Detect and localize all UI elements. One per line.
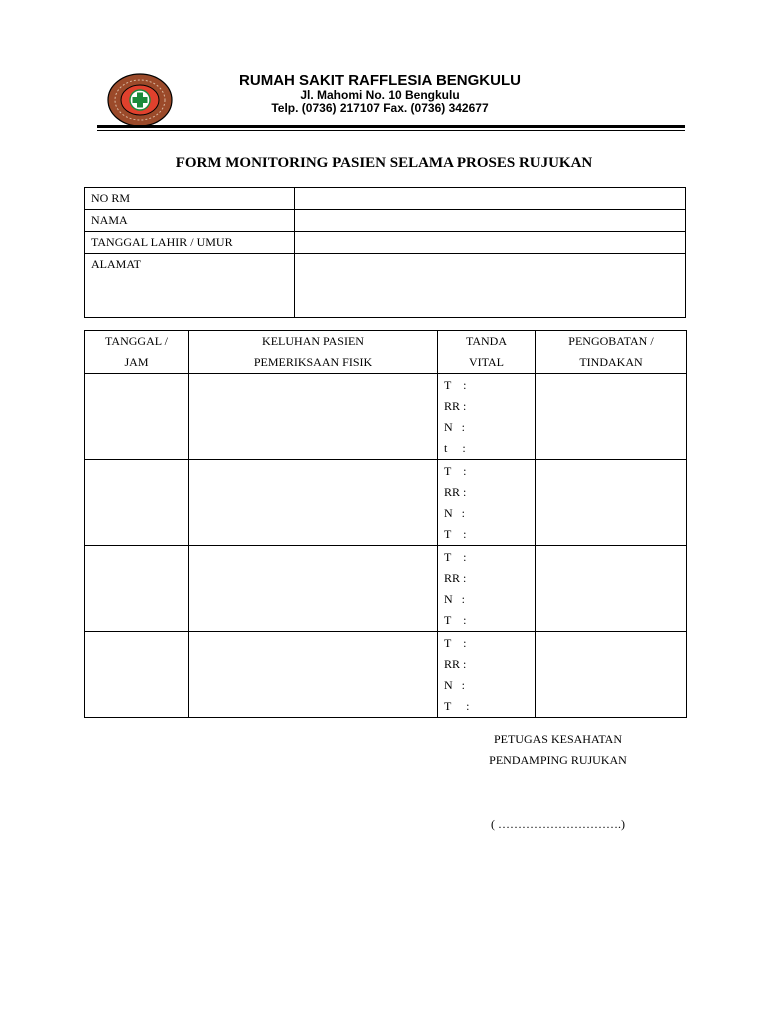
tanda-vital-cell[interactable]: T : RR : N : T : <box>438 632 536 718</box>
pengobatan-cell[interactable] <box>536 374 687 460</box>
nama-field[interactable] <box>295 210 686 232</box>
table-row <box>85 632 687 718</box>
tanda-vital-cell[interactable]: T : RR : N : T : <box>438 460 536 546</box>
header-divider-thin <box>97 130 685 131</box>
keluhan-cell[interactable] <box>189 374 438 460</box>
pengobatan-cell[interactable] <box>536 460 687 546</box>
no-rm-label: NO RM <box>85 188 295 210</box>
monitoring-header-row <box>85 331 687 374</box>
signature-blank[interactable]: ( ………………………….) <box>491 817 625 831</box>
hospital-address: Jl. Mahomi No. 10 Bengkulu <box>300 88 460 102</box>
header-divider-thick <box>97 125 685 128</box>
tanggal-jam-cell[interactable] <box>85 460 189 546</box>
tanda-vital-cell[interactable]: T : RR : N : T : <box>438 546 536 632</box>
form-title: FORM MONITORING PASIEN SELAMA PROSES RUJUKAN <box>175 155 593 171</box>
hospital-logo-icon <box>106 72 174 128</box>
pengobatan-cell[interactable] <box>536 632 687 718</box>
pengobatan-cell[interactable] <box>536 546 687 632</box>
tanggal-lahir-field[interactable] <box>295 232 686 254</box>
tanggal-jam-cell[interactable] <box>85 632 189 718</box>
tanggal-lahir-label: TANGGAL LAHIR / UMUR <box>85 232 295 254</box>
table-row <box>85 460 687 546</box>
alamat-field[interactable] <box>295 254 686 318</box>
keluhan-cell[interactable] <box>189 632 438 718</box>
keluhan-cell[interactable] <box>189 460 438 546</box>
table-row <box>85 546 687 632</box>
tanggal-jam-cell[interactable] <box>85 374 189 460</box>
tanda-vital-cell[interactable]: T : RR : N : t : <box>438 374 536 460</box>
signature-title-line2: PENDAMPING RUJUKAN <box>489 753 627 767</box>
alamat-label: ALAMAT <box>85 254 295 318</box>
monitoring-table <box>84 330 687 718</box>
keluhan-cell[interactable] <box>189 546 438 632</box>
hospital-name: RUMAH SAKIT RAFFLESIA BENGKULU <box>239 72 521 89</box>
header-tanggal-jam: TANGGAL / JAM <box>85 331 189 374</box>
patient-info-table <box>84 187 686 318</box>
table-row <box>85 374 687 460</box>
nama-label: NAMA <box>85 210 295 232</box>
header-pengobatan: PENGOBATAN / TINDAKAN <box>536 331 687 374</box>
signature-title-line1: PETUGAS KESAHATAN <box>493 732 623 746</box>
header-tanda-vital: TANDA VITAL <box>438 331 536 374</box>
tanggal-jam-cell[interactable] <box>85 546 189 632</box>
header-keluhan: KELUHAN PASIEN PEMERIKSAAN FISIK <box>189 331 438 374</box>
no-rm-field[interactable] <box>295 188 686 210</box>
hospital-phone: Telp. (0736) 217107 Fax. (0736) 342677 <box>271 101 489 115</box>
